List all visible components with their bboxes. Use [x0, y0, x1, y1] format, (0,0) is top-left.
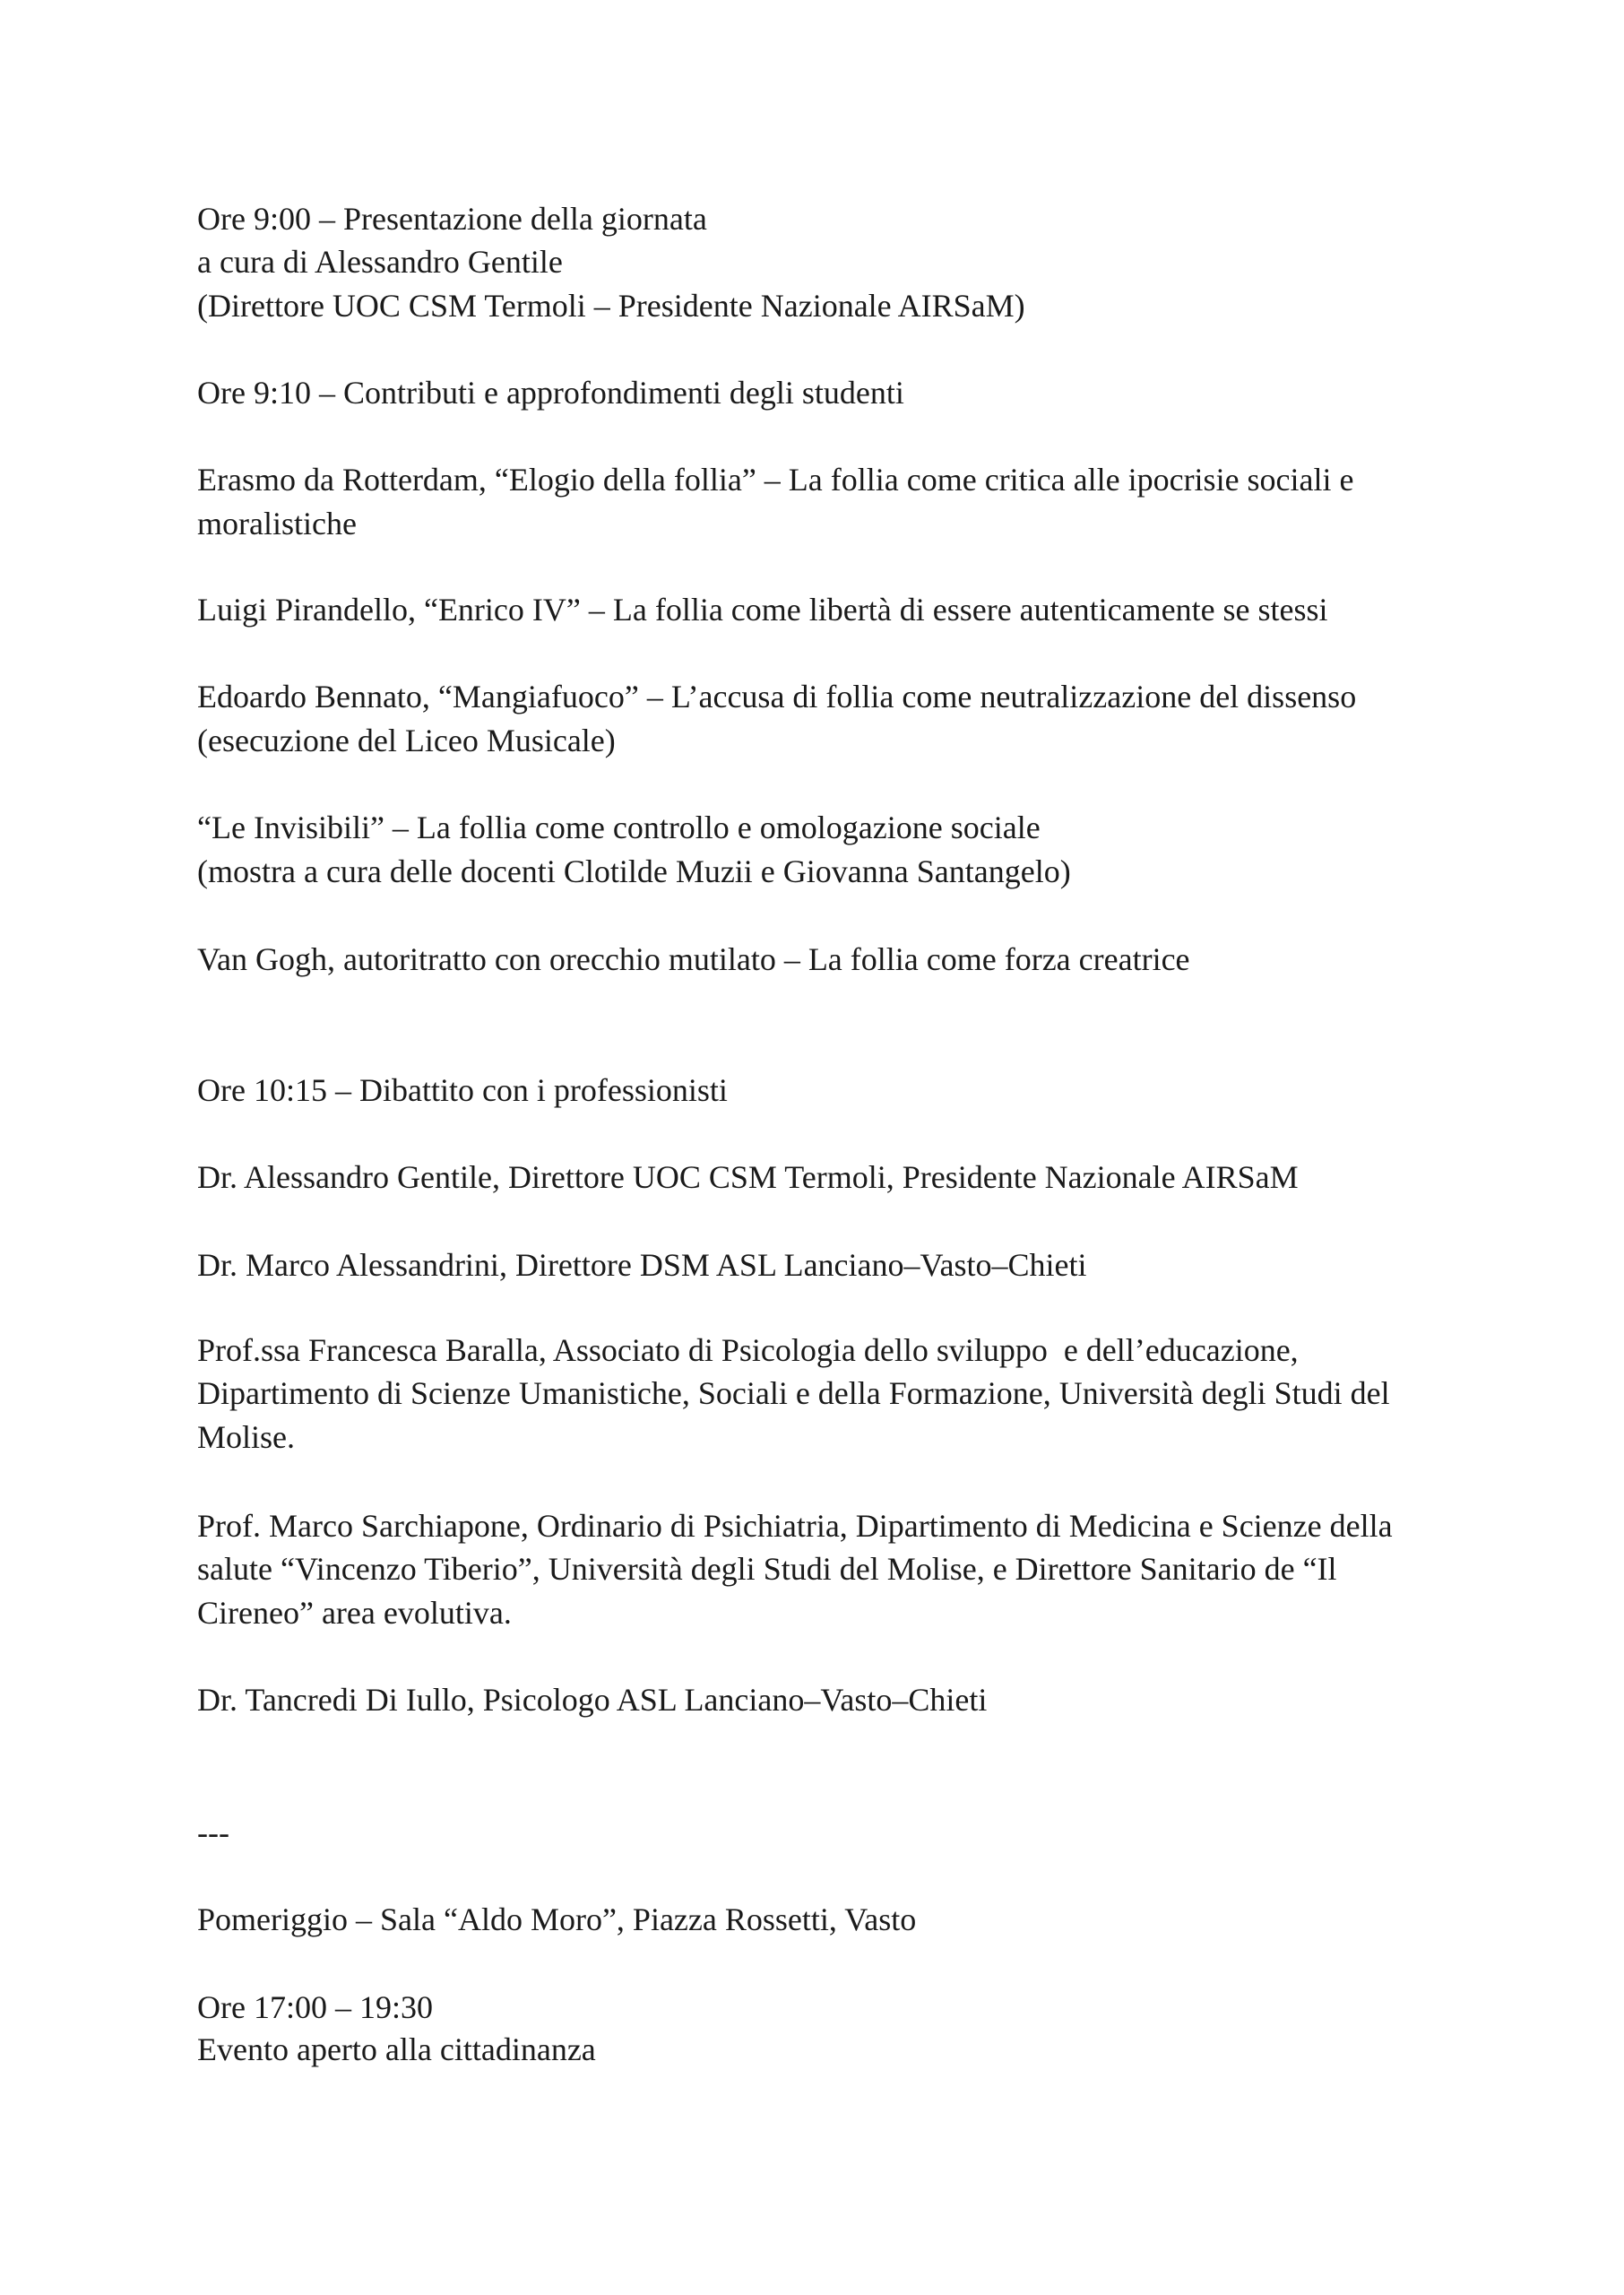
section-separator: ---	[197, 1814, 229, 1850]
contribution-line: moralistiche	[197, 506, 357, 541]
afternoon-note: Evento aperto alla cittadinanza	[197, 2031, 596, 2067]
contribution-line: Erasmo da Rotterdam, “Elogio della follia” – La follia come critica alle ipocrisie sociali e	[197, 462, 1354, 498]
contribution-line: Edoardo Bennato, “Mangiafuoco” – L’accusa di follia come neutralizzazione del dissenso	[197, 679, 1357, 714]
contribution-line: Van Gogh, autoritratto con orecchio mutilato – La follia come forza creatrice	[197, 941, 1190, 977]
opening-time-title: Ore 9:00 – Presentazione della giornata	[197, 201, 707, 237]
speaker-line: Dr. Marco Alessandrini, Direttore DSM ASL Lanciano–Vasto–Chieti	[197, 1247, 1087, 1283]
contribution-line: (esecuzione del Liceo Musicale)	[197, 723, 616, 758]
speaker-line: Prof.ssa Francesca Baralla, Associato di Psicologia dello sviluppo e dell’educazione,	[197, 1332, 1299, 1368]
afternoon-time: Ore 17:00 – 19:30	[197, 1989, 433, 2025]
speaker-line: salute “Vincenzo Tiberio”, Università degli Studi del Molise, e Direttore Sanitario de “Il	[197, 1551, 1337, 1587]
contribution-line: Luigi Pirandello, “Enrico IV” – La follia come libertà di essere autenticamente se stessi	[197, 592, 1328, 628]
speaker-line: Dr. Tancredi Di Iullo, Psicologo ASL Lanciano–Vasto–Chieti	[197, 1682, 988, 1718]
students-time-title: Ore 9:10 – Contributi e approfondimenti degli studenti	[197, 375, 904, 411]
opening-role: (Direttore UOC CSM Termoli – Presidente Nazionale AIRSaM)	[197, 288, 1025, 324]
opening-curator: a cura di Alessandro Gentile	[197, 244, 563, 280]
debate-time-title: Ore 10:15 – Dibattito con i professionisti	[197, 1072, 728, 1108]
speaker-line: Cireneo” area evolutiva.	[197, 1595, 512, 1631]
speaker-line: Prof. Marco Sarchiapone, Ordinario di Psichiatria, Dipartimento di Medicina e Scienze della	[197, 1508, 1393, 1544]
contribution-line: (mostra a cura delle docenti Clotilde Muzii e Giovanna Santangelo)	[197, 853, 1071, 889]
afternoon-venue: Pomeriggio – Sala “Aldo Moro”, Piazza Rossetti, Vasto	[197, 1901, 917, 1937]
contribution-line: “Le Invisibili” – La follia come controllo e omologazione sociale	[197, 810, 1041, 845]
speaker-line: Dr. Alessandro Gentile, Direttore UOC CSM Termoli, Presidente Nazionale AIRSaM	[197, 1159, 1299, 1195]
speaker-line: Dipartimento di Scienze Umanistiche, Sociali e della Formazione, Università degli Studi del	[197, 1375, 1390, 1411]
speaker-line: Molise.	[197, 1419, 296, 1455]
